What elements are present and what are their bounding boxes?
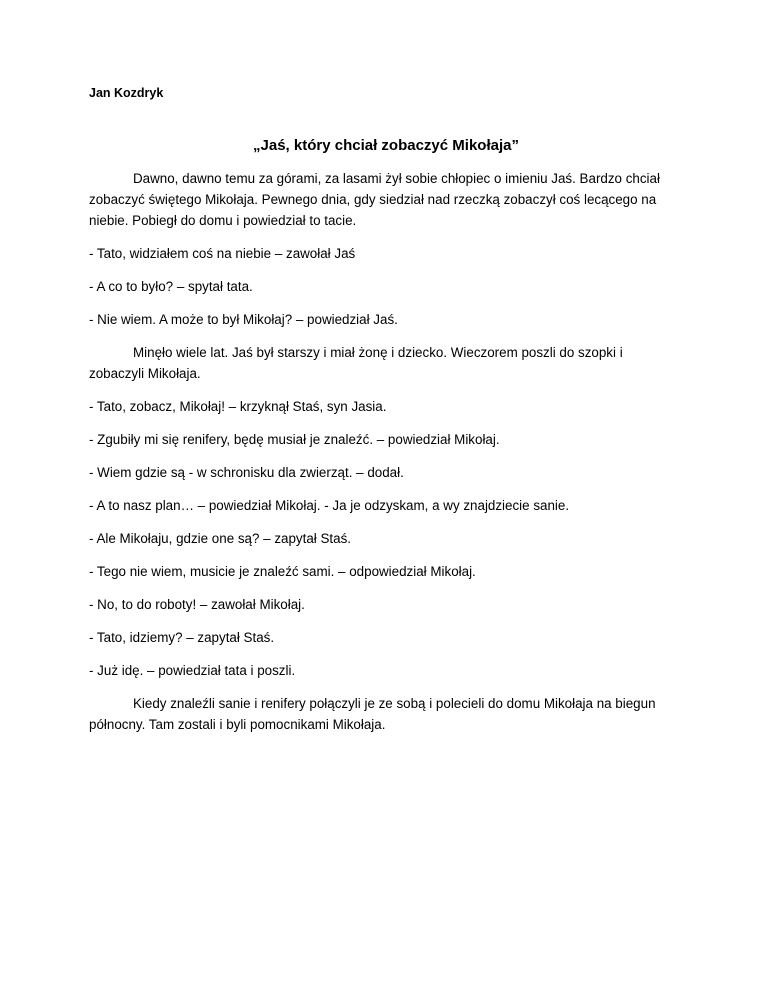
dialogue-line: - Tato, idziemy? – zapytał Staś.	[89, 630, 275, 645]
dialogue-line: - A co to było? – spytał tata.	[89, 279, 253, 294]
dialogue-line: - Wiem gdzie są - w schronisku dla zwierząt. – dodał.	[89, 465, 404, 480]
dialogue-line: - A to nasz plan… – powiedział Mikołaj. - Ja je odzyskam, a wy znajdziecie sanie.	[89, 498, 570, 513]
narrative-paragraph: Minęło wiele lat. Jaś był starszy i miał żonę i dziecko. Wieczorem poszli do szopki i zobaczyli Mikołaja.	[89, 345, 623, 381]
dialogue-line: - Zgubiły mi się renifery, będę musiał je znaleźć. – powiedział Mikołaj.	[89, 432, 500, 447]
author-name: Jan Kozdryk	[89, 86, 164, 100]
dialogue-line: - Tego nie wiem, musicie je znaleźć sami. – odpowiedział Mikołaj.	[89, 564, 476, 579]
dialogue-line: - Ale Mikołaju, gdzie one są? – zapytał Staś.	[89, 531, 352, 546]
dialogue-line: - Tato, widziałem coś na niebie – zawołał Jaś	[89, 246, 356, 261]
dialogue-line: - No, to do roboty! – zawołał Mikołaj.	[89, 597, 305, 612]
story-body	[89, 168, 679, 735]
dialogue-line: - Nie wiem. A może to był Mikołaj? – powiedział Jaś.	[89, 312, 398, 327]
story-title: „Jaś, który chciał zobaczyć Mikołaja”	[253, 137, 519, 154]
dialogue-line: - Już idę. – powiedział tata i poszli.	[89, 663, 296, 678]
narrative-paragraph: Dawno, dawno temu za górami, za lasami żył sobie chłopiec o imieniu Jaś. Bardzo chciał zobaczyć świętego Mikołaja. Pewnego dnia, gdy siedział nad rzeczką zobaczył coś lecącego na niebie. Pobiegł do domu i powiedział to tacie.	[89, 171, 660, 228]
document-content	[89, 84, 679, 747]
narrative-paragraph: Kiedy znaleźli sanie i renifery połączyli je ze sobą i polecieli do domu Mikołaja na biegun północny. Tam zostali i byli pomocnikami Mikołaja.	[89, 696, 656, 732]
dialogue-line: - Tato, zobacz, Mikołaj! – krzyknął Staś, syn Jasia.	[89, 399, 387, 414]
